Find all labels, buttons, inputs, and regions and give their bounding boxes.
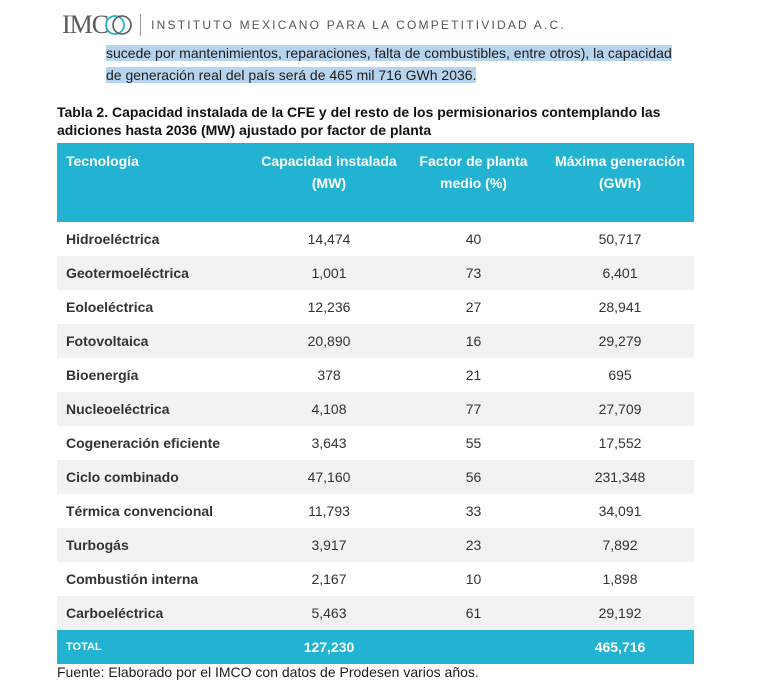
cell-capacity: 2,167 <box>311 571 347 587</box>
highlighted-paragraph <box>106 42 726 86</box>
table-body <box>57 222 694 630</box>
cell-technology: Cogeneración eficiente <box>66 435 221 451</box>
cell-generation: 34,091 <box>598 503 642 519</box>
cell-capacity: 4,108 <box>311 401 347 417</box>
cell-capacity: 12,236 <box>307 299 351 315</box>
total-label: TOTAL <box>66 641 102 653</box>
cell-technology: Carboeléctrica <box>66 605 164 621</box>
header-capacity: Capacidad instalada (MW) <box>261 153 397 191</box>
cell-capacity: 378 <box>317 367 341 383</box>
cell-factor: 77 <box>465 401 482 417</box>
institute-name: INSTITUTO MEXICANO PARA LA COMPETITIVIDAD A.C. <box>151 18 566 32</box>
cell-technology: Turbogás <box>66 537 129 553</box>
cell-technology: Combustión interna <box>66 571 199 587</box>
header-factor: Factor de planta medio (%) <box>419 153 528 191</box>
table-row <box>57 290 694 324</box>
source-note: Fuente: Elaborado por el IMCO con datos de Prodesen varios años. <box>57 664 479 680</box>
page-header <box>62 10 566 40</box>
cell-generation: 29,279 <box>598 333 642 349</box>
cell-factor: 33 <box>465 503 482 519</box>
cell-capacity: 3,917 <box>311 537 347 553</box>
table-row <box>57 256 694 290</box>
cell-factor: 56 <box>465 469 482 485</box>
table-row <box>57 562 694 596</box>
cell-capacity: 14,474 <box>307 231 351 247</box>
header-generation: Máxima generación (GWh) <box>555 153 685 191</box>
cell-technology: Nucleoeléctrica <box>66 401 170 417</box>
table-row <box>57 596 694 630</box>
table-row <box>57 460 694 494</box>
cell-generation: 29,192 <box>598 605 642 621</box>
table-row <box>57 324 694 358</box>
cell-generation: 50,717 <box>598 231 642 247</box>
cell-technology: Hidroeléctrica <box>66 231 160 247</box>
cell-factor: 55 <box>465 435 482 451</box>
cell-generation: 27,709 <box>598 401 642 417</box>
table-row <box>57 222 694 256</box>
cell-factor: 40 <box>465 231 482 247</box>
cell-factor: 16 <box>465 333 482 349</box>
cell-generation: 6,401 <box>602 265 638 281</box>
paragraph-line-2: de generación real del país será de 465 mil 716 GWh 2036. <box>106 67 477 83</box>
total-row <box>57 630 694 664</box>
cell-technology: Bioenergía <box>66 367 139 383</box>
cell-technology: Geotermoeléctrica <box>66 265 189 281</box>
header-technology: Tecnología <box>66 153 139 169</box>
table-header-row <box>57 143 694 222</box>
table-row <box>57 426 694 460</box>
table-caption: Tabla 2. Capacidad instalada de la CFE y del resto de los permisionarios contemplando las adiciones hasta 2036 (MW) ajustado por factor de planta <box>57 104 661 138</box>
cell-capacity: 20,890 <box>307 333 351 349</box>
imco-logo <box>62 10 134 40</box>
capacity-table <box>57 143 694 664</box>
table-row <box>57 494 694 528</box>
cell-generation: 28,941 <box>598 299 642 315</box>
cell-capacity: 11,793 <box>308 503 350 519</box>
cell-factor: 23 <box>465 537 482 553</box>
cell-factor: 10 <box>465 571 482 587</box>
cell-factor: 73 <box>465 265 482 281</box>
cell-factor: 27 <box>465 299 482 315</box>
table-row <box>57 392 694 426</box>
cell-generation: 231,348 <box>594 469 646 485</box>
cell-factor: 21 <box>465 367 482 383</box>
cell-capacity: 47,160 <box>307 469 351 485</box>
cell-generation: 17,552 <box>598 435 642 451</box>
cell-technology: Eoloeléctrica <box>66 299 154 315</box>
cell-generation: 1,898 <box>602 571 638 587</box>
table-row <box>57 528 694 562</box>
paragraph-line-1: sucede por mantenimientos, reparaciones, falta de combustibles, entre otros), la capacidad <box>106 45 672 61</box>
cell-technology: Fotovoltaica <box>66 333 149 349</box>
header-divider <box>140 14 141 36</box>
cell-capacity: 5,463 <box>311 605 347 621</box>
logo-text: IMC <box>62 10 109 39</box>
cell-capacity: 3,643 <box>311 435 347 451</box>
cell-generation: 695 <box>608 367 632 383</box>
cell-capacity: 1,001 <box>311 265 347 281</box>
table-row <box>57 358 694 392</box>
total-generation: 465,716 <box>594 639 646 655</box>
cell-factor: 61 <box>465 605 482 621</box>
cell-technology: Térmica convencional <box>66 503 214 519</box>
total-capacity: 127,230 <box>303 639 355 655</box>
logo-circles-icon <box>104 12 134 38</box>
cell-generation: 7,892 <box>602 537 638 553</box>
cell-technology: Ciclo combinado <box>66 469 179 485</box>
